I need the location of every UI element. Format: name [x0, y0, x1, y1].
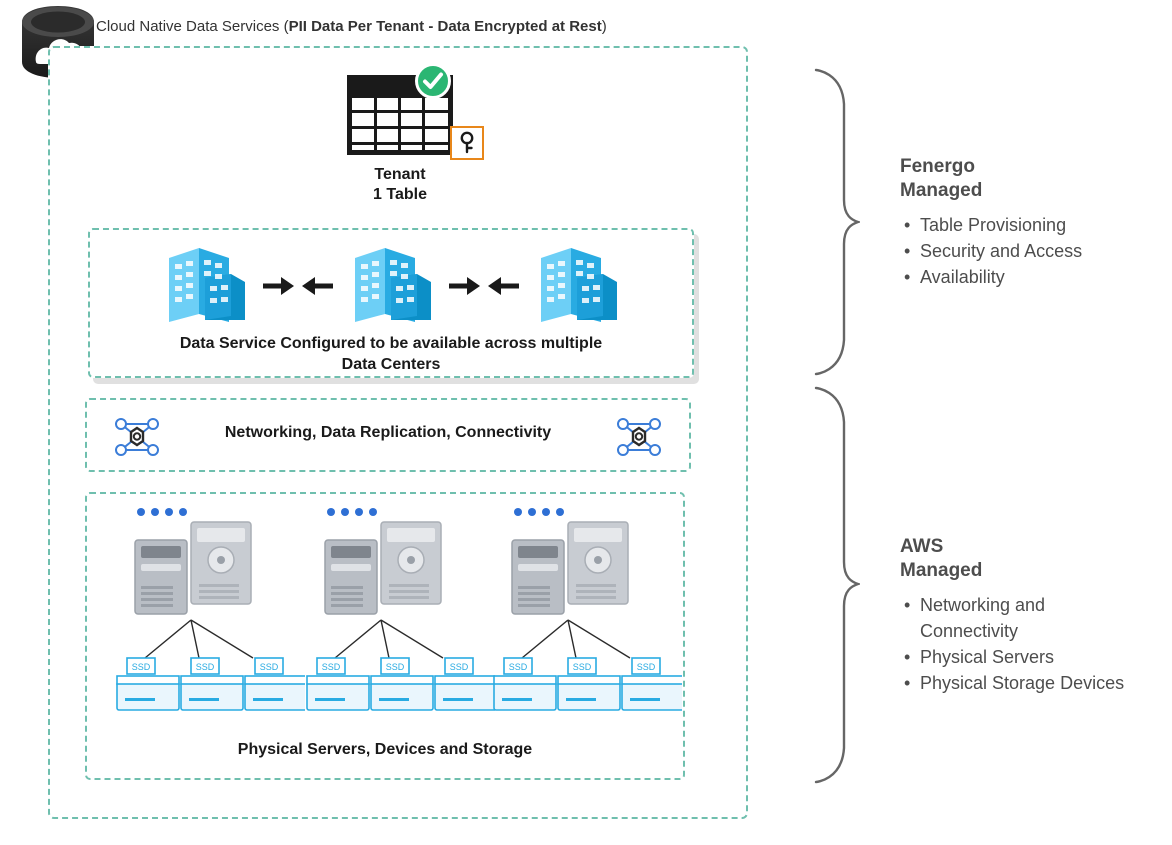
svg-text:SSD: SSD [572, 662, 592, 672]
list-item: • Physical Servers [918, 644, 1140, 670]
svg-text:SSD: SSD [449, 662, 469, 672]
legend-fenergo-title-line1: Fenergo [900, 156, 975, 177]
header-bold: PII Data Per Tenant - Data Encrypted at Rest [288, 18, 602, 35]
datacenter-row [90, 242, 692, 330]
server-storage-group [492, 500, 682, 730]
brace-fenergo [812, 68, 860, 381]
server-rack-icon [191, 522, 251, 604]
datacenter-building-icon [527, 244, 627, 328]
server-rack-icon [325, 540, 377, 614]
server-rack-icon [512, 540, 564, 614]
server-storage-group [115, 500, 305, 730]
panel-data-centers-caption-line2: Data Centers [341, 355, 441, 373]
tenant-caption-line1: Tenant [374, 166, 426, 183]
panel-data-centers-caption [90, 334, 692, 376]
legend-aws-title-line2: Managed [900, 560, 983, 582]
list-item: • Physical Storage Devices [918, 670, 1140, 696]
svg-text:SSD: SSD [636, 662, 656, 672]
panel-data-centers [88, 228, 694, 378]
legend-fenergo-list [900, 212, 1140, 290]
svg-text:SSD: SSD [131, 662, 151, 672]
page-title [96, 18, 607, 35]
brace-aws [812, 386, 860, 789]
datacenter-building-icon [155, 244, 255, 328]
legend-fenergo-title [900, 155, 1140, 204]
server-rack-icon [568, 522, 628, 604]
svg-text:SSD: SSD [385, 662, 405, 672]
list-item: • Availability [918, 264, 1140, 290]
list-item: • Table Provisioning [918, 212, 1140, 238]
legend-aws-title-line1: AWS [900, 536, 944, 557]
panel-networking-caption: Networking, Data Replication, Connectivity [224, 424, 552, 441]
panel-networking [85, 398, 691, 472]
legend-aws-list [900, 592, 1140, 696]
legend-aws-title [900, 535, 1140, 584]
panel-physical-caption: Physical Servers, Devices and Storage [237, 741, 533, 758]
legend-fenergo [900, 155, 1140, 290]
datacenter-building-icon [341, 244, 441, 328]
tenant-caption-line2: 1 Table [373, 186, 427, 204]
legend-aws [900, 535, 1140, 696]
legend-fenergo-title-line2: Managed [900, 180, 983, 202]
svg-text:SSD: SSD [259, 662, 279, 672]
panel-data-centers-caption-line1: Data Service Configured to be available across multiple [179, 335, 603, 352]
server-rack-icon [381, 522, 441, 604]
server-storage-group [305, 500, 495, 730]
tenant-caption [320, 165, 480, 206]
table-grid-icon [347, 75, 453, 155]
svg-text:SSD: SSD [195, 662, 215, 672]
header-suffix: ) [601, 18, 607, 35]
panel-physical-servers [85, 492, 685, 780]
list-item: • Networking and Connectivity [918, 592, 1140, 644]
svg-text:SSD: SSD [508, 662, 528, 672]
key-icon [450, 126, 484, 160]
server-rack-icon [135, 540, 187, 614]
svg-text:SSD: SSD [321, 662, 341, 672]
tenant-block [320, 75, 480, 206]
bidirectional-arrows-icon [255, 271, 341, 301]
list-item: • Security and Access [918, 238, 1140, 264]
check-circle-icon [415, 63, 451, 99]
network-nodes-icon [611, 412, 667, 467]
bidirectional-arrows-icon [441, 271, 527, 301]
server-groups [87, 500, 683, 730]
header-prefix: Cloud Native Data Services ( [96, 18, 289, 35]
